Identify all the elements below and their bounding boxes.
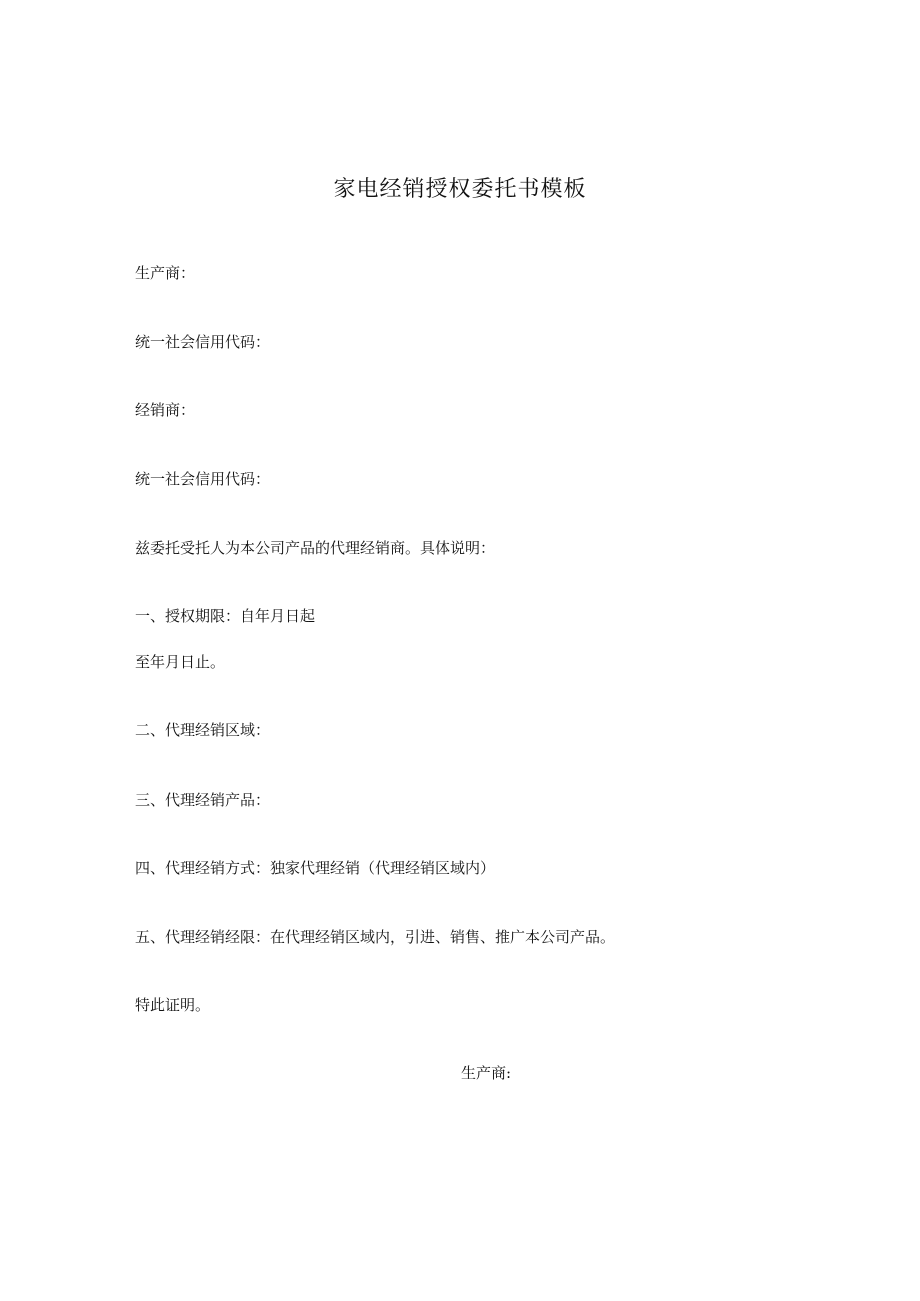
clause-4-method: 四、代理经销方式：独家代理经销（代理经销区域内） [135, 859, 496, 877]
clause-2-region: 二、代理经销区域： [135, 721, 271, 739]
distributor-credit-code-line: 统一社会信用代码： [135, 470, 271, 488]
clause-1-term-start: 一、授权期限：自年月日起 [135, 607, 316, 625]
manufacturer-credit-code-line: 统一社会信用代码： [135, 333, 271, 351]
manufacturer-line: 生产商： [135, 264, 196, 282]
distributor-line: 经销商： [135, 401, 196, 419]
signature-manufacturer-label: 生产商: [461, 1064, 512, 1082]
document-title: 家电经销授权委托书模板 [333, 177, 587, 202]
clause-1-term-end: 至年月日止。 [135, 653, 226, 671]
certification-statement: 特此证明。 [135, 996, 211, 1014]
clause-3-products: 三、代理经销产品： [135, 791, 271, 809]
clause-5-scope: 五、代理经销经限：在代理经销区域内，引进、销售、推广本公司产品。 [135, 928, 616, 946]
authorization-statement: 兹委托受托人为本公司产品的代理经销商。具体说明： [135, 539, 496, 557]
